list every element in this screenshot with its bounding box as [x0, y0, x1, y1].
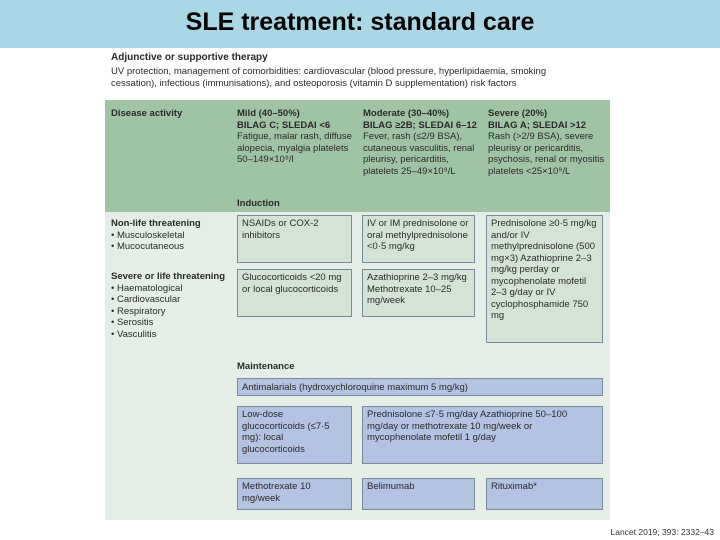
- nsaids-box: NSAIDs or COX-2 inhibitors: [237, 215, 352, 263]
- antimalarials-box: Antimalarials (hydroxychloroquine maximum 5 mg/kg): [237, 378, 603, 396]
- severe-column: [488, 108, 606, 177]
- moderate-column: [363, 108, 483, 177]
- severe-scores: BILAG A; SLEDAI >12: [488, 119, 587, 131]
- methotrexate-box: Methotrexate 10 mg/week: [237, 478, 352, 510]
- severe-heading: Severe (20%): [488, 108, 548, 119]
- rituximab-box: Rituximab*: [486, 478, 603, 510]
- list-item: • Cardiovascular: [111, 294, 231, 306]
- list-item: • Vasculitis: [111, 329, 231, 341]
- severe-desc: Rash (>2/9 BSA), severe pleurisy or pericarditis, psychosis, renal or myositis platelets <25×10⁹/L: [488, 131, 605, 177]
- treatment-figure: [105, 50, 610, 520]
- citation: Lancet 2019; 393: 2332–43: [610, 527, 714, 537]
- slide-title: SLE treatment: standard care: [185, 8, 535, 36]
- azathioprine-box: Azathioprine 2–3 mg/kg Methotrexate 10–25 mg/week: [362, 269, 475, 317]
- non-life-threatening-heading: Non-life threatening: [111, 218, 201, 229]
- list-item: • Respiratory: [111, 306, 231, 318]
- adjunctive-text: UV protection, management of comorbidities: cardiovascular (blood pressure, hyperlipidaemia, smoking cessation), infectious (immunisations), and osteoporosis (vitamin D supplementation) risk factors: [111, 66, 547, 89]
- belimumab-box: Belimumab: [362, 478, 475, 510]
- adjunctive-heading: Adjunctive or supportive therapy: [111, 52, 268, 63]
- moderate-heading: Moderate (30–40%): [363, 108, 450, 119]
- maintenance-label: Maintenance: [237, 361, 295, 372]
- prednisolone-severe-box: Prednisolone ≥0·5 mg/kg and/or IV methylprednisolone (500 mg×3) Azathioprine 2–3 mg/kg perday or mycophenolate mofetil 2–3 g/day or IV cyclophosphamide 750 mg: [486, 215, 603, 343]
- moderate-scores: BILAG ≥2B; SLEDAI 6–12: [363, 119, 477, 131]
- list-item: • Haematological: [111, 283, 231, 295]
- list-item: • Mucocutaneous: [111, 241, 229, 253]
- severe-life-threatening-group: [111, 271, 231, 340]
- induction-band: [105, 192, 610, 212]
- prednisolone-maintenance-box: Prednisolone ≤7·5 mg/day Azathioprine 50–100 mg/day or methotrexate 10 mg/week or mycophenolate mofetil 1 g/day: [362, 406, 603, 464]
- disease-activity-label: Disease activity: [111, 108, 183, 119]
- low-dose-glucocorticoids-box: Low-dose glucocorticoids (≤7·5 mg): local glucocorticoids: [237, 406, 352, 464]
- list-item: • Serositis: [111, 317, 231, 329]
- mild-scores: BILAG C; SLEDAI <6: [237, 119, 331, 131]
- non-life-threatening-group: [111, 218, 229, 253]
- induction-label: Induction: [237, 198, 280, 209]
- moderate-desc: Fever, rash (≤2/9 BSA), cutaneous vasculitis, renal pleurisy, pericarditis, platelets 25–49×10⁹/L: [363, 131, 475, 177]
- severe-life-threatening-heading: Severe or life threatening: [111, 271, 226, 282]
- glucocorticoids-box: Glucocorticoids <20 mg or local glucocorticoids: [237, 269, 352, 317]
- iv-im-prednisolone-box: IV or IM prednisolone or oral methylprednisolone <0·5 mg/kg: [362, 215, 475, 263]
- mild-desc: Fatigue, malar rash, diffuse alopecia, myalgia platelets 50–149×10⁹/l: [237, 131, 352, 165]
- list-item: • Musculoskeletal: [111, 230, 229, 242]
- mild-column: [237, 108, 355, 166]
- mild-heading: Mild (40–50%): [237, 108, 300, 119]
